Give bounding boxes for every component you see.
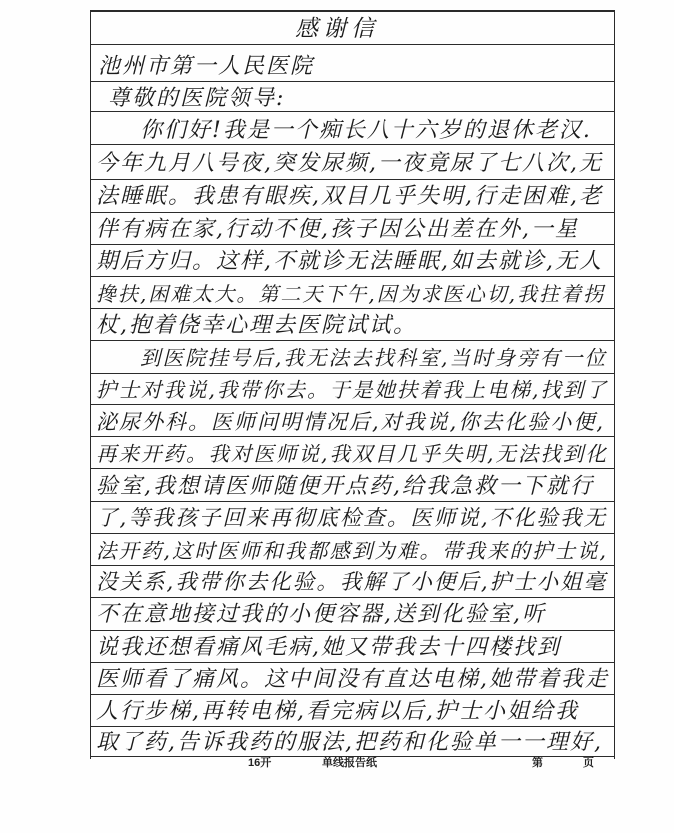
paper-format-label: 16开 — [248, 757, 272, 769]
ruled-line — [90, 212, 615, 213]
letter-title: 感谢信 — [295, 16, 379, 42]
letter-line: 杖,抱着侥幸心理去医院试试。 — [96, 313, 417, 338]
ruled-line — [90, 597, 615, 598]
ruled-line — [90, 44, 615, 45]
page-prefix-label: 第 — [532, 757, 543, 769]
ruled-line — [90, 404, 615, 405]
ruled-line — [90, 308, 615, 309]
ruled-line — [90, 501, 615, 502]
letter-line: 再来开药。我对医师说,我双目几乎失明,无法找到化 — [96, 442, 609, 466]
letter-line: 没关系,我带你去化验。我解了小便后,护士小姐毫 — [96, 570, 608, 595]
letter-line: 人行步梯,再转电梯,看完病以后,护士小姐给我 — [96, 699, 579, 724]
letter-line: 泌尿外科。医师问明情况后,对我说,你去化验小便, — [96, 410, 606, 434]
letter-line: 今年九月八号夜,突发尿频,一夜竟尿了七八次,无 — [96, 151, 603, 176]
ruled-line — [90, 726, 615, 727]
ruled-line — [90, 244, 615, 245]
recipient-org: 池州市第一人民医院 — [98, 54, 315, 79]
letter-line: 医师看了痛风。这中间没有直达电梯,她带着我走 — [96, 667, 609, 692]
letter-line: 法开药,这时医师和我都感到为难。带我来的护士说, — [96, 539, 609, 563]
letter-line: 取了药,告诉我药的服法,把药和化验单一一理好, — [96, 730, 603, 755]
letter-line: 验室,我想请医师随便开点药,给我急救一下就行 — [96, 474, 594, 499]
ruled-line — [90, 179, 615, 180]
ruled-line — [90, 373, 615, 374]
letter-line: 期后方归。这样,不就诊无法睡眠,如去就诊,无人 — [96, 249, 603, 274]
letter-line: 你们好!我是一个痴长八十六岁的退休老汉. — [140, 118, 592, 143]
ruled-line — [90, 340, 615, 341]
letter-line: 护士对我说,我带你去。于是她扶着我上电梯,找到了 — [96, 378, 609, 402]
letter-line: 到医院挂号后,我无法去找科室,当时身旁有一位 — [140, 346, 608, 370]
ruled-line — [90, 436, 615, 437]
letter-line: 不在意地接过我的小便容器,送到化验室,听 — [96, 602, 546, 627]
ruled-line — [90, 81, 615, 82]
ruled-line — [90, 565, 615, 566]
letter-line: 法睡眠。我患有眼疾,双目几乎失明,行走困难,老 — [96, 184, 603, 209]
ruled-line — [90, 630, 615, 631]
ruled-line — [90, 468, 615, 469]
letter-line: 了,等我孩子回来再彻底检查。医师说,不化验我无 — [96, 506, 608, 531]
letter-line: 说我还想看痛风毛病,她又带我去十四楼找到 — [96, 635, 561, 660]
letter-line: 搀扶,困难太大。第二天下午,因为求医心切,我拄着拐 — [96, 282, 606, 306]
ruled-line — [90, 144, 615, 145]
letter-line: 伴有病在家,行动不便,孩子因公出差在外,一星 — [96, 217, 579, 242]
salutation: 尊敬的医院领导: — [108, 86, 286, 111]
ruled-line — [90, 694, 615, 695]
paper-name-label: 单线报告纸 — [322, 757, 377, 769]
ruled-line — [90, 662, 615, 663]
page-suffix-label: 页 — [583, 757, 594, 769]
ruled-line — [90, 533, 615, 534]
ruled-line — [90, 276, 615, 277]
